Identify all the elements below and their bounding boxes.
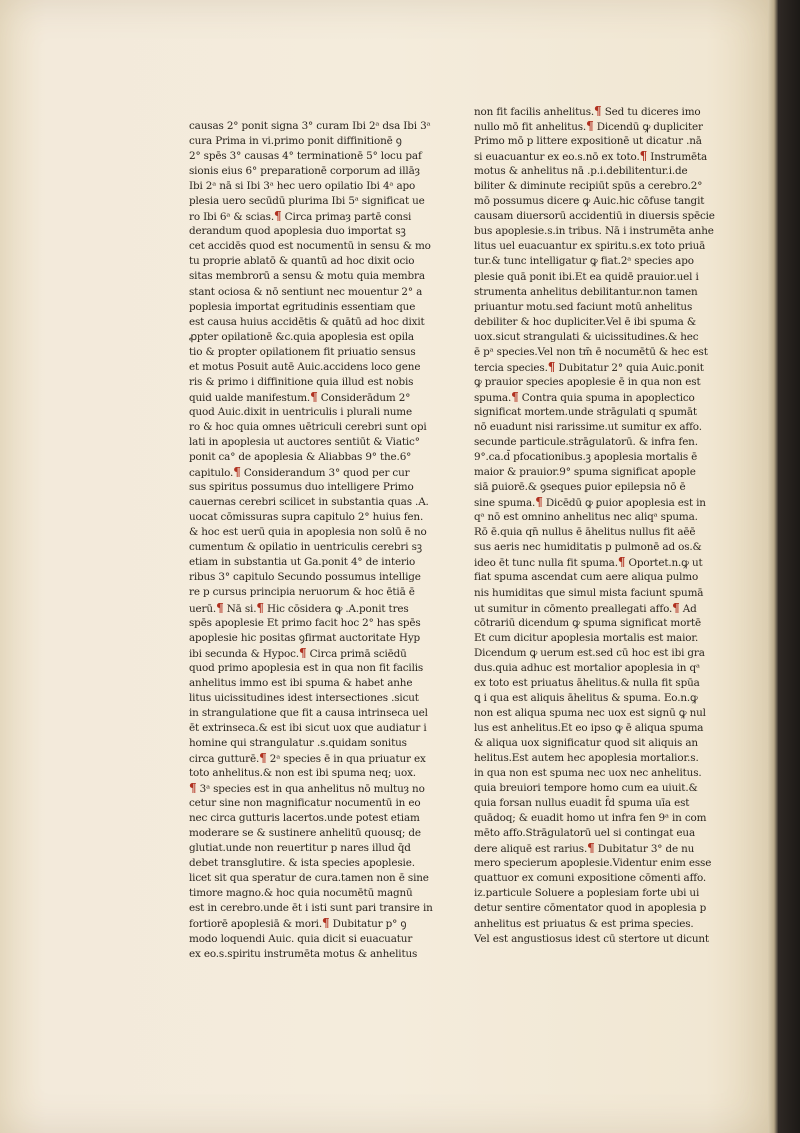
right-column-line: mero specierum apoplesie.Videntur enim esse xyxy=(474,857,712,870)
right-column-line: cōtrariū dicendum ꝙ spuma significat mortē xyxy=(474,616,702,629)
paragraph-mark: ¶ xyxy=(587,841,595,856)
right-column-line: tercia species.¶ Dubitatur 2° quia Auic.ponit xyxy=(474,359,704,374)
paragraph-mark: ¶ xyxy=(189,781,197,796)
left-column-line: in strangulatione que fit a causa intrinseca uel xyxy=(189,706,428,719)
left-column-line: uerū.¶ Nā si.¶ Hic cōsidera ꝙ .A.ponit tres xyxy=(189,600,409,615)
right-column-line: detur sentire cōmentator quod in apoplesia p xyxy=(474,902,707,915)
left-column-line: est in cerebro.unde ēt i isti sunt pari transire in xyxy=(189,902,433,915)
right-column-line: ut sumitur in cōmento preallegati affo.¶ Ad xyxy=(474,600,697,615)
right-column-line: quia forsan nullus euadit f̄d spuma uīa est xyxy=(474,797,690,810)
paragraph-mark: ¶ xyxy=(216,600,224,615)
left-column-line: ꝓpter opilationē &c.quia apoplesia est opila xyxy=(189,330,414,343)
left-column-line: anhelitus immo est ibi spuma & habet anhe xyxy=(189,676,413,689)
left-column-line: capitulo.¶ Considerandum 3° quod per cur xyxy=(189,465,410,480)
left-column-line: est causa huius accidētis & quātū ad hoc dixit xyxy=(189,315,425,328)
left-column-line: fortiorē apoplesiā & mori.¶ Dubitatur p° ꝯ xyxy=(189,916,407,931)
left-column-line: tu proprie ablatō & quantū ad hoc dixit ocio xyxy=(189,255,415,268)
left-column-line: cetur sine non magnificatur nocumentū in eo xyxy=(189,797,421,810)
left-column-line: quod Auic.dixit in uentriculis i plurali nume xyxy=(189,405,412,418)
left-column-line: tio & propter opilationem fit priuatio sensus xyxy=(189,345,416,358)
left-column-line: modo loquendi Auic. quia dicit si euacuatur xyxy=(189,932,413,945)
paragraph-mark: ¶ xyxy=(535,495,543,510)
left-column-line: ponit ca° de apoplesia & Aliabbas 9° the.6° xyxy=(189,451,412,464)
right-text-column xyxy=(474,104,715,947)
paragraph-mark: ¶ xyxy=(617,555,626,570)
right-column-line: spuma.¶ Contra quia spuma in apoplectico xyxy=(474,389,695,404)
page-edge xyxy=(768,0,778,1133)
left-column-line: sitas membrorū a sensu & motu quia membra xyxy=(189,270,425,283)
right-column-line: strumenta anhelitus debilitantur.non tamen xyxy=(474,285,698,298)
right-column-line: non est aliqua spuma nec uox est signū ꝙ nul xyxy=(474,706,706,719)
right-column-line: quādoq; & euadit homo ut infra fen 9ᵃ in com xyxy=(474,812,707,825)
right-column-line: dus.quia adhuc est mortalior apoplesia in qᵃ xyxy=(474,661,700,674)
right-column-line: maior & prauior.9° spuma significat apople xyxy=(474,466,696,479)
left-column-line: ro & hoc quia omnes uētriculi cerebri sunt opi xyxy=(189,420,427,433)
left-column-line: homine qui strangulatur .s.quidam sonitus xyxy=(189,736,407,749)
paragraph-mark: ¶ xyxy=(298,645,307,660)
right-column-line: quia breuiori tempore homo cum ea uiuit.& xyxy=(474,782,698,795)
left-column-line: uocat cōmissuras supra capitulo 2° huius fen. xyxy=(189,511,424,524)
left-column-line: plesia uero secūdū plurima Ibi 5ᵃ significat ue xyxy=(189,195,425,208)
right-column-line: Dicendum ꝙ uerum est.sed cū hoc est ibi gra xyxy=(474,646,705,659)
left-column-line: ro Ibi 6ᵃ & scias.¶ Circa primaȝ partē consi xyxy=(189,209,412,224)
right-column-line: sine spuma.¶ Dicēdū ꝙ ꝑuior apoplesia est in xyxy=(474,495,706,510)
right-column-line: priuantur motu.sed faciunt motū anhelitus xyxy=(474,300,693,313)
left-column-line: sus spiritus possumus duo intelligere Primo xyxy=(189,481,414,494)
right-column-line: iz.particule Soluere a poplesiam forte ubi ui xyxy=(474,887,700,900)
right-column-line: bus apoplesie.s.in tribus. Nā i instrumēta anhe xyxy=(474,225,714,238)
paragraph-mark: ¶ xyxy=(233,465,241,480)
right-column-line: siā ꝑuiorē.& ꝯseques ꝑuior epilepsia nō ē xyxy=(474,481,686,494)
left-column-line: cet accidēs quod est nocumentū in sensu & mo xyxy=(189,240,431,253)
right-column-line: nō euadunt nisi rarissime.ut sumitur ex affo. xyxy=(474,420,702,433)
left-column-line: debet transglutire. & ista species apoplesie. xyxy=(189,857,415,870)
paragraph-mark: ¶ xyxy=(594,104,602,118)
left-column-line: Ibi 2ᵃ nā si Ibi 3ᵃ hec uero opilatio Ibi 4ᵃ apo xyxy=(189,180,416,193)
left-column-line: ex eo.s.spiritu instrumēta motus & anhelitus xyxy=(189,947,418,960)
left-column-line: quod primo apoplesia est in qua non fit facilis xyxy=(189,661,424,674)
left-column-line: re p cursus principia neruorum & hoc ētiā ē xyxy=(189,586,415,599)
right-column-line: debiliter & hoc dupliciter.Vel ē ibi spuma & xyxy=(474,315,696,328)
left-column-line: ibi secunda & Hypoc.¶ Circa primā sciēdū xyxy=(189,645,407,660)
right-column-line: & aliqua uox significatur quod sit aliquis an xyxy=(474,736,698,749)
right-column-line: Et cum dicitur apoplesia mortalis est maior. xyxy=(474,631,699,644)
paragraph-mark: ¶ xyxy=(310,389,318,404)
right-column-line: dere aliquē est rarius.¶ Dubitatur 3° de nu xyxy=(474,841,695,856)
right-column-line: motus & anhelitus nā .p.i.debilitentur.i.de xyxy=(474,165,688,178)
right-column-line: causam diuersorū accidentiū in diuersis spēcie xyxy=(474,210,715,223)
left-column-line: licet sit qua speratur de cura.tamen non ē sine xyxy=(189,872,429,885)
paragraph-mark: ¶ xyxy=(639,149,648,164)
right-column-line: qᵃ nō est omnino anhelitus nec aliqᵃ spuma. xyxy=(474,511,698,524)
left-column-line: nec circa gutturis lacertos.unde potest etiam xyxy=(189,812,420,825)
left-column-line: toto anhelitus.& non est ibi spuma neq; uox. xyxy=(189,767,416,780)
right-column-line: mēto affo.Strāgulatorū uel si contingat eua xyxy=(474,827,696,840)
left-column-line: cumentum & opilatio in uentriculis cerebri sꝫ xyxy=(189,541,422,554)
right-column-line: ꝙ prauior species apoplesie ē in qua non est xyxy=(474,375,701,388)
left-column-line: circa gutturē.¶ 2ᵃ species ē in qua priuatur ex xyxy=(189,750,426,765)
left-column-line: stant ociosa & nō sentiunt nec mouentur 2° a xyxy=(189,285,423,298)
paragraph-mark: ¶ xyxy=(511,389,519,404)
left-column-line: & hoc est uerū quia in apoplesia non solū ē no xyxy=(189,526,427,539)
left-column-line: ris & primo i diffinitione quia illud est nobis xyxy=(189,375,414,388)
paragraph-mark: ¶ xyxy=(586,119,594,134)
left-column-line: moderare se & sustinere anhelitū quousq; de xyxy=(189,827,421,840)
paragraph-mark: ¶ xyxy=(547,359,556,374)
right-column-line: uox.sicut strangulati & uicissitudines.& hec xyxy=(474,330,699,343)
left-column-line: apoplesie hic positas ꝯfirmat auctoritate Hyp xyxy=(189,631,421,644)
left-column-line: glutiat.unde non reuertitur p nares illud q̄d xyxy=(189,842,411,855)
right-column-line: tur.& tunc intelligatur ꝙ fiat.2ᵃ species apo xyxy=(474,255,694,268)
left-column-line: 2° spēs 3° causas 4° terminationē 5° locu paf xyxy=(189,150,422,163)
left-column-line: sionis eius 6° preparationē corporum ad illāȝ xyxy=(189,165,420,178)
right-column-line: non fit facilis anhelitus.¶ Sed tu diceres imo xyxy=(474,104,701,118)
right-column-line: ē pᵃ species.Vel non tm̄ ē nocumētū & hec est xyxy=(474,345,708,358)
paragraph-mark: ¶ xyxy=(672,600,680,615)
right-column-line: nis humiditas que simul mista faciunt spumā xyxy=(474,586,704,599)
paragraph-mark: ¶ xyxy=(321,916,330,931)
left-column-line: litus uicissitudines idest intersectiones .sicut xyxy=(189,691,419,704)
left-column-line: et motus Posuit autē Auic.accidens loco gene xyxy=(189,360,421,373)
left-column-line: derandum quod apoplesia duo importat sꝫ xyxy=(189,225,406,238)
right-column-line: ꝗ i qua est aliquis āhelitus & spuma. Eo.n.ꝙ xyxy=(474,691,698,704)
right-column-line: mō possumus dicere ꝙ Auic.hic cōfuse tangit xyxy=(474,195,705,208)
right-column-line: 9°.ca.d̄ pfocationibus.ꝫ apoplesia mortalis ē xyxy=(474,451,698,464)
left-column-line: etiam in substantia ut Ga.ponit 4° de interio xyxy=(189,556,416,569)
book-spine xyxy=(778,0,800,1133)
left-column-line: timore magno.& hoc quia nocumētū magnū xyxy=(189,887,413,900)
left-text-column xyxy=(189,119,433,962)
paragraph-mark: ¶ xyxy=(274,209,282,224)
right-column-line: Rō ē.quia qn̄ nullus ē āhelitus nullus fit aēē xyxy=(474,526,696,539)
left-column-line: ribus 3° capitulo Secundo possumus intellige xyxy=(189,571,421,584)
right-column-line: biliter & diminute recipiūt spūs a cerebro.2° xyxy=(474,180,703,193)
left-column-line: spēs apoplesie Et primo facit hoc 2° has spēs xyxy=(189,616,421,629)
left-column-line: causas 2° ponit signa 3° curam Ibi 2ᵃ dsa Ibi 3ᵃ xyxy=(189,120,431,132)
right-column-line: secunde particule.strāgulatorū. & infra fen. xyxy=(474,436,698,449)
right-column-line: significat mortem.unde strāgulati q spumāt xyxy=(474,405,697,418)
left-column-line: lati in apoplesia ut auctores sentiūt & Viatic° xyxy=(189,435,420,448)
left-column-line: ēt extrinseca.& est ibi sicut uox que audiatur i xyxy=(189,721,427,734)
right-column-line: sus aeris nec humiditatis p pulmonē ad os.& xyxy=(474,541,702,554)
right-column-line: plesie quā ponit ibi.Et ea quidē prauior.uel i xyxy=(474,270,699,283)
right-column-line: Vel est angustiosus idest cū stertore ut dicunt xyxy=(474,932,709,945)
right-column-line: fiat spuma ascendat cum aere aliqua pulmo xyxy=(474,571,699,584)
right-column-line: in qua non est spuma nec uox nec anhelitus. xyxy=(474,767,702,780)
right-column-line: anhelitus est priuatus & est prima species. xyxy=(474,917,694,930)
right-column-line: nullo mō fit anhelitus.¶ Dicendū ꝙ dupliciter xyxy=(474,119,703,134)
right-column-line: quattuor ex comuni expositione cōmenti affo. xyxy=(474,872,707,885)
left-column-line: ¶ 3ᵃ species est in qua anhelitus nō multuȝ no xyxy=(189,781,425,796)
right-column-line: lus est anhelitus.Et eo ipso ꝙ ē aliqua spuma xyxy=(474,721,704,734)
paragraph-mark: ¶ xyxy=(256,600,264,615)
right-column-line: ex toto est priuatus āhelitus.& nulla fit spūa xyxy=(474,676,700,689)
right-column-line: ideo ēt tunc nulla fit spuma.¶ Oportet.n.ꝙ ut xyxy=(474,555,703,570)
right-column-line: litus uel euacuantur ex spiritu.s.ex toto priuā xyxy=(474,240,706,253)
right-column-line: helitus.Est autem hec apoplesia mortalior.s. xyxy=(474,752,699,765)
paragraph-mark: ¶ xyxy=(259,750,267,765)
right-column-line: si euacuantur ex eo.s.nō ex toto.¶ Instrumēta xyxy=(474,149,708,164)
left-column-line: quid ualde manifestum.¶ Considerādum 2° xyxy=(189,389,411,404)
left-column-line: poplesia importat egritudinis essentiam que xyxy=(189,300,416,313)
left-column-line: cauernas cerebri scilicet in substantia quas .A. xyxy=(189,496,429,509)
right-column-line: Primo mō p littere expositionē ut dicatur .nā xyxy=(474,135,702,148)
left-column-line: cura Prima in vi.primo ponit diffinitionē ꝯ xyxy=(189,135,402,148)
